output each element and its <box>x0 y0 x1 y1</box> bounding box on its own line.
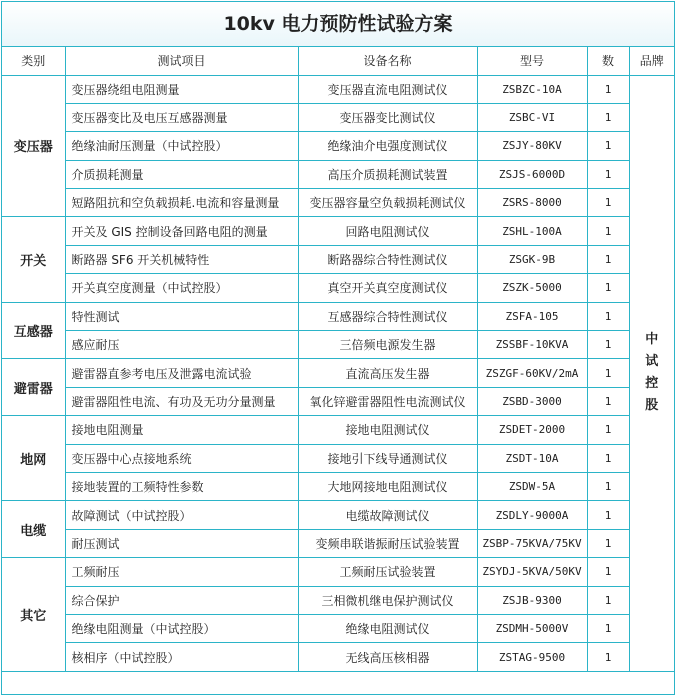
model-cell: ZSDW-5A <box>477 472 587 500</box>
model-cell: ZSTAG-9500 <box>477 643 587 671</box>
quantity-cell: 1 <box>587 586 629 614</box>
test-item-cell: 开关真空度测量（中试控股） <box>65 274 298 302</box>
test-item-cell: 接地电阻测量 <box>65 416 298 444</box>
quantity-cell: 1 <box>587 245 629 273</box>
test-plan-table <box>2 47 674 672</box>
model-cell: ZSBC-VI <box>477 103 587 131</box>
quantity-cell: 1 <box>587 359 629 387</box>
table-row <box>2 472 674 500</box>
quantity-cell: 1 <box>587 302 629 330</box>
category-cell: 避雷器 <box>2 359 65 416</box>
test-item-cell: 工频耐压 <box>65 558 298 586</box>
header-brand: 品牌 <box>629 47 674 75</box>
device-name-cell: 真空开关真空度测试仪 <box>298 274 477 302</box>
brand-label: 中试控股 <box>645 332 659 414</box>
table-row <box>2 331 674 359</box>
device-name-cell: 回路电阻测试仪 <box>298 217 477 245</box>
test-item-cell: 故障测试（中试控股） <box>65 501 298 529</box>
table-row <box>2 387 674 415</box>
quantity-cell: 1 <box>587 217 629 245</box>
device-name-cell: 工频耐压试验装置 <box>298 558 477 586</box>
quantity-cell: 1 <box>587 103 629 131</box>
model-cell: ZSDT-10A <box>477 444 587 472</box>
model-cell: ZSYDJ-5KVA/50KV <box>477 558 587 586</box>
device-name-cell: 变频串联谐振耐压试验装置 <box>298 529 477 557</box>
table-row <box>2 614 674 642</box>
header-row <box>2 47 674 75</box>
quantity-cell: 1 <box>587 472 629 500</box>
test-item-cell: 特性测试 <box>65 302 298 330</box>
table-row <box>2 529 674 557</box>
device-name-cell: 变压器容量空负载损耗测试仪 <box>298 189 477 217</box>
test-item-cell: 绝缘油耐压测量（中试控股） <box>65 132 298 160</box>
quantity-cell: 1 <box>587 274 629 302</box>
test-item-cell: 断路器 SF6 开关机械特性 <box>65 245 298 273</box>
table-row <box>2 103 674 131</box>
device-name-cell: 断路器综合特性测试仪 <box>298 245 477 273</box>
header-category: 类别 <box>2 47 65 75</box>
table-row <box>2 359 674 387</box>
table-row <box>2 558 674 586</box>
device-name-cell: 无线高压核相器 <box>298 643 477 671</box>
device-name-cell: 绝缘电阻测试仪 <box>298 614 477 642</box>
category-cell: 电缆 <box>2 501 65 558</box>
table-row <box>2 302 674 330</box>
quantity-cell: 1 <box>587 643 629 671</box>
table-row <box>2 416 674 444</box>
header-count: 数 <box>587 47 629 75</box>
test-item-cell: 核相序（中试控股） <box>65 643 298 671</box>
test-item-cell: 避雷器直参考电压及泄露电流试验 <box>65 359 298 387</box>
model-cell: ZSJY-80KV <box>477 132 587 160</box>
device-name-cell: 直流高压发生器 <box>298 359 477 387</box>
header-device: 设备名称 <box>298 47 477 75</box>
quantity-cell: 1 <box>587 160 629 188</box>
test-item-cell: 介质损耗测量 <box>65 160 298 188</box>
category-cell: 互感器 <box>2 302 65 359</box>
device-name-cell: 绝缘油介电强度测试仪 <box>298 132 477 160</box>
quantity-cell: 1 <box>587 387 629 415</box>
device-name-cell: 大地网接地电阻测试仪 <box>298 472 477 500</box>
model-cell: ZSHL-100A <box>477 217 587 245</box>
quantity-cell: 1 <box>587 614 629 642</box>
quantity-cell: 1 <box>587 416 629 444</box>
table-row <box>2 217 674 245</box>
device-name-cell: 三相微机继电保护测试仪 <box>298 586 477 614</box>
device-name-cell: 接地电阻测试仪 <box>298 416 477 444</box>
test-item-cell: 综合保护 <box>65 586 298 614</box>
table-row <box>2 643 674 671</box>
table-row <box>2 501 674 529</box>
table-row <box>2 189 674 217</box>
model-cell: ZSSBF-10KVA <box>477 331 587 359</box>
test-item-cell: 耐压测试 <box>65 529 298 557</box>
table-row <box>2 160 674 188</box>
test-item-cell: 短路阻抗和空负载损耗.电流和容量测量 <box>65 189 298 217</box>
model-cell: ZSGK-9B <box>477 245 587 273</box>
document-title: 10kv 电力预防性试验方案 <box>2 2 674 47</box>
model-cell: ZSDLY-9000A <box>477 501 587 529</box>
model-cell: ZSZK-5000 <box>477 274 587 302</box>
header-item: 测试项目 <box>65 47 298 75</box>
test-item-cell: 变压器绕组电阻测量 <box>65 75 298 103</box>
test-item-cell: 绝缘电阻测量（中试控股） <box>65 614 298 642</box>
quantity-cell: 1 <box>587 331 629 359</box>
quantity-cell: 1 <box>587 189 629 217</box>
table-row <box>2 274 674 302</box>
device-name-cell: 变压器变比测试仪 <box>298 103 477 131</box>
quantity-cell: 1 <box>587 529 629 557</box>
device-name-cell: 接地引下线导通测试仪 <box>298 444 477 472</box>
quantity-cell: 1 <box>587 75 629 103</box>
test-item-cell: 接地装置的工频特性参数 <box>65 472 298 500</box>
device-name-cell: 三倍频电源发生器 <box>298 331 477 359</box>
device-name-cell: 电缆故障测试仪 <box>298 501 477 529</box>
quantity-cell: 1 <box>587 444 629 472</box>
quantity-cell: 1 <box>587 132 629 160</box>
table-row <box>2 132 674 160</box>
device-name-cell: 互感器综合特性测试仪 <box>298 302 477 330</box>
model-cell: ZSDET-2000 <box>477 416 587 444</box>
model-cell: ZSDMH-5000V <box>477 614 587 642</box>
model-cell: ZSFA-105 <box>477 302 587 330</box>
device-name-cell: 高压介质损耗测试装置 <box>298 160 477 188</box>
test-item-cell: 感应耐压 <box>65 331 298 359</box>
model-cell: ZSBZC-10A <box>477 75 587 103</box>
quantity-cell: 1 <box>587 558 629 586</box>
category-cell: 开关 <box>2 217 65 302</box>
category-cell: 地网 <box>2 416 65 501</box>
table-row <box>2 586 674 614</box>
brand-cell <box>629 75 674 671</box>
category-cell: 其它 <box>2 558 65 672</box>
header-model: 型号 <box>477 47 587 75</box>
quantity-cell: 1 <box>587 501 629 529</box>
test-item-cell: 变压器中心点接地系统 <box>65 444 298 472</box>
model-cell: ZSJS-6000D <box>477 160 587 188</box>
table-row <box>2 444 674 472</box>
model-cell: ZSBP-75KVA/75KV <box>477 529 587 557</box>
test-item-cell: 开关及 GIS 控制设备回路电阻的测量 <box>65 217 298 245</box>
test-item-cell: 避雷器阻性电流、有功及无功分量测量 <box>65 387 298 415</box>
device-name-cell: 变压器直流电阻测试仪 <box>298 75 477 103</box>
model-cell: ZSJB-9300 <box>477 586 587 614</box>
test-item-cell: 变压器变比及电压互感器测量 <box>65 103 298 131</box>
table-row <box>2 75 674 103</box>
table-row <box>2 245 674 273</box>
model-cell: ZSBD-3000 <box>477 387 587 415</box>
model-cell: ZSRS-8000 <box>477 189 587 217</box>
category-cell: 变压器 <box>2 75 65 217</box>
model-cell: ZSZGF-60KV/2mA <box>477 359 587 387</box>
plan-document <box>1 1 675 695</box>
device-name-cell: 氧化锌避雷器阻性电流测试仪 <box>298 387 477 415</box>
